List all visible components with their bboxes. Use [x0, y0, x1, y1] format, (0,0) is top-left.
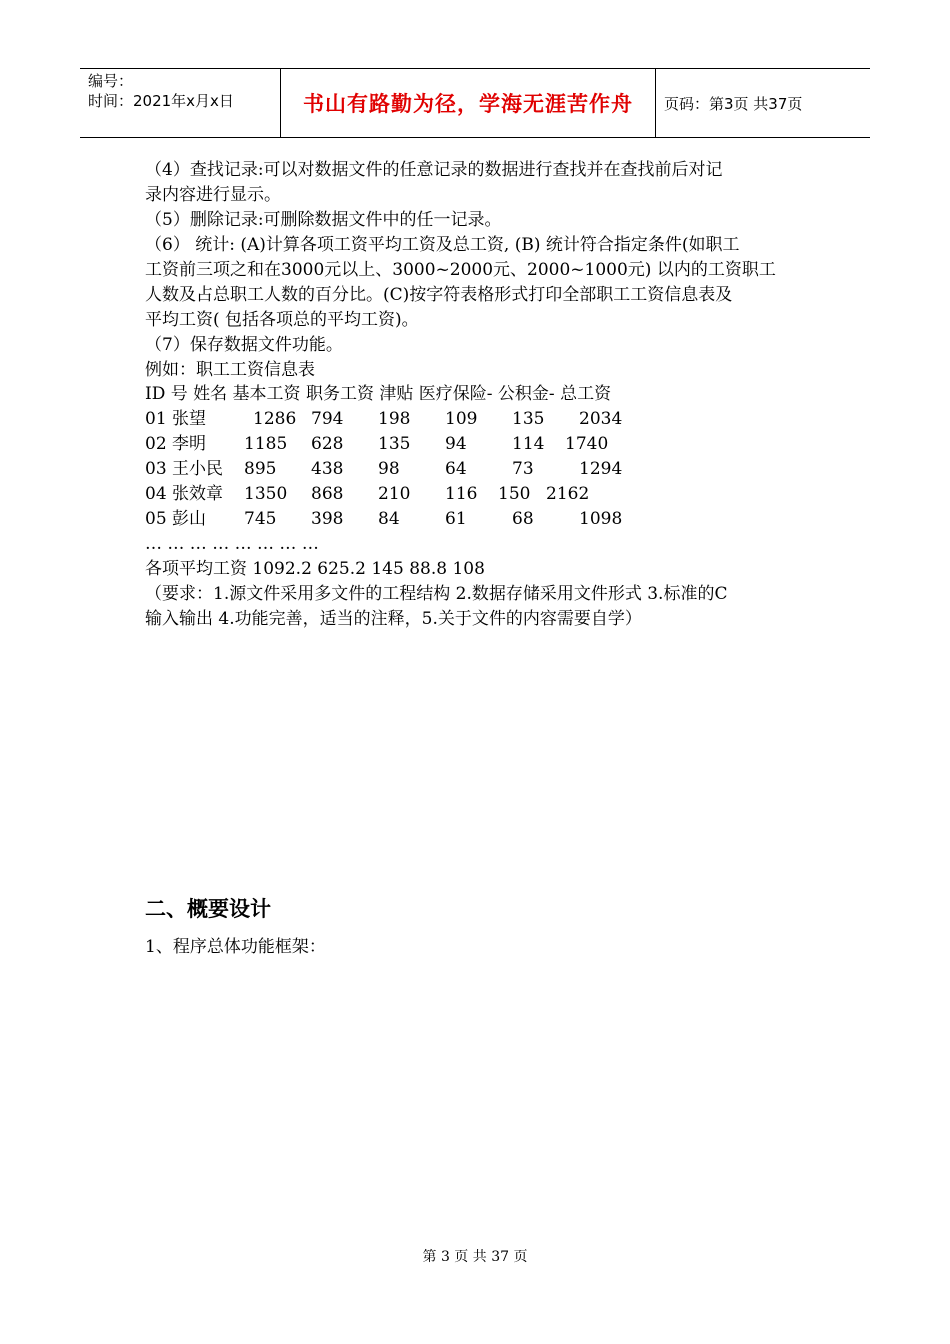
header-meta [80, 69, 281, 137]
table-cell: 398 [311, 509, 344, 529]
paragraph-line: （7）保存数据文件功能。 [145, 335, 343, 355]
table-cell: 135 [512, 409, 545, 429]
requirements-line: 输入输出 4.功能完善，适当的注释，5.关于文件的内容需要自学） [145, 609, 642, 629]
table-cell: 135 [378, 434, 411, 454]
table-cell: 61 [445, 509, 467, 529]
table-cell: 04 张效章 [145, 484, 224, 504]
header-page-info: 页码：第3页 共37页 [664, 94, 803, 113]
paragraph-line: 录内容进行显示。 [145, 185, 281, 205]
table-cell: 628 [311, 434, 344, 454]
table-cell: 868 [311, 484, 344, 504]
table-cell: 03 王小民 [145, 459, 224, 479]
table-cell: 01 张望 [145, 409, 207, 429]
body-text [145, 158, 815, 383]
paragraph-line: 人数及占总职工人数的百分比。(C)按字符表格形式打印全部职工工资信息表及 [145, 285, 733, 305]
table-cell: 2162 [546, 484, 590, 504]
paragraph-line: （5）删除记录:可删除数据文件中的任一记录。 [145, 210, 502, 230]
table-cell: 94 [445, 434, 467, 454]
table-cell: 109 [445, 409, 478, 429]
table-cell: 1350 [244, 484, 288, 504]
table-cell: 05 彭山 [145, 509, 207, 529]
table-cell: 794 [311, 409, 344, 429]
ellipsis-text: … … … … … … … … [145, 534, 319, 554]
time-label: 时间：2021年x月x日 [88, 92, 234, 110]
table-cell: 210 [378, 484, 411, 504]
table-cell: 73 [512, 459, 534, 479]
document-header [80, 68, 870, 138]
table-cell: 1185 [244, 434, 288, 454]
table-cell: 745 [244, 509, 277, 529]
paragraph-line: 工资前三项之和在3000元以上、3000~2000元、2000~1000元) 以内的工资职工 [145, 260, 776, 280]
table-cell: 114 [512, 434, 545, 454]
table-cell: 1098 [579, 509, 623, 529]
table-cell: 1740 [565, 434, 609, 454]
table-cell: 198 [378, 409, 411, 429]
header-motto: 书山有路勤为径，学海无涯苦作舟 [281, 69, 656, 137]
averages-line: 各项平均工资 1092.2 625.2 145 88.8 108 [145, 559, 485, 579]
paragraph-line: （4）查找记录:可以对数据文件的任意记录的数据进行查找并在查找前后对记 [145, 160, 723, 180]
code-label: 编号： [88, 72, 134, 90]
table-cell: 84 [378, 509, 400, 529]
paragraph-line: 例如：职工工资信息表 [145, 360, 315, 380]
table-header-text: ID 号 姓名 基本工资 职务工资 津贴 医疗保险- 公积金- 总工资 [145, 384, 612, 404]
requirements-line: （要求：1.源文件采用多文件的工程结构 2.数据存储采用文件形式 3.标准的C [145, 584, 728, 604]
table-cell: 02 李明 [145, 434, 207, 454]
table-cell: 150 [498, 484, 531, 504]
subsection-title: 1、程序总体功能框架： [145, 937, 326, 957]
table-cell: 895 [244, 459, 277, 479]
paragraph-line: 平均工资( 包括各项总的平均工资)。 [145, 310, 419, 330]
table-cell: 1286 [253, 409, 297, 429]
page-footer: 第 3 页 共 37 页 [422, 1249, 528, 1265]
summary-block [145, 557, 815, 632]
table-cell: 98 [378, 459, 400, 479]
table-cell: 1294 [579, 459, 623, 479]
table-cell: 438 [311, 459, 344, 479]
table-cell: 2034 [579, 409, 623, 429]
paragraph-line: （6） 统计: (A)计算各项工资平均工资及总工资, (B) 统计符合指定条件(如职工 [145, 235, 740, 255]
table-cell: 116 [445, 484, 478, 504]
table-cell: 68 [512, 509, 534, 529]
table-cell: 64 [445, 459, 467, 479]
section-title: 二、概要设计 [145, 897, 271, 921]
